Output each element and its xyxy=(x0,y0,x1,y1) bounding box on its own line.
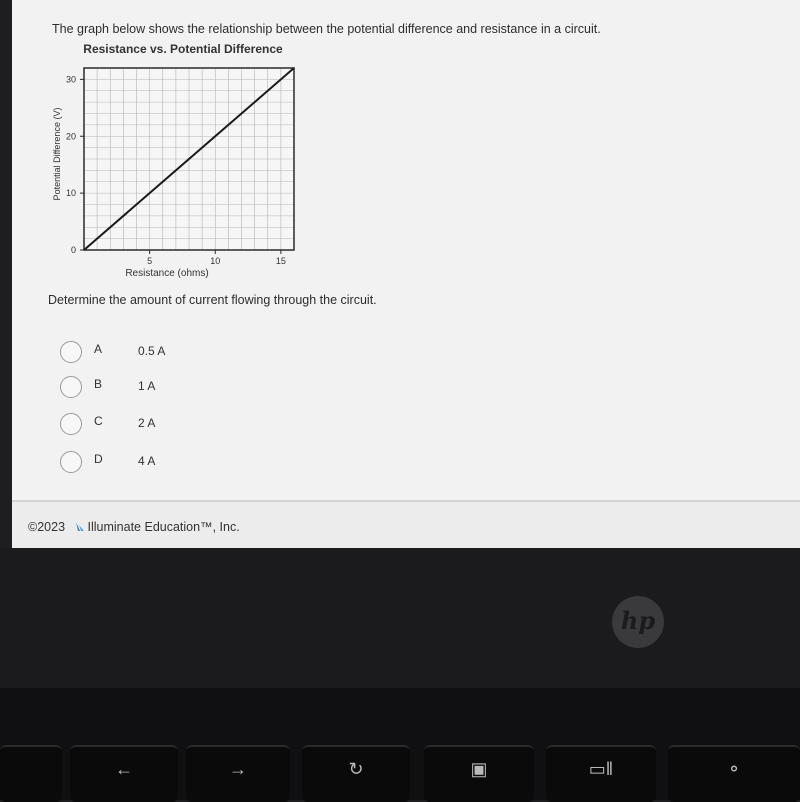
option-c-value: 2 A xyxy=(138,416,156,430)
y-tick-label: 20 xyxy=(65,131,76,142)
illuminate-logo-icon xyxy=(75,520,85,535)
chart-title: Resistance vs. Potential Difference xyxy=(83,42,283,56)
option-b-value: 1 A xyxy=(138,379,156,393)
resistance-voltage-chart xyxy=(40,38,310,283)
arrow-right-icon: → xyxy=(229,759,247,779)
window-overview-icon: ▭‖ xyxy=(588,759,614,779)
x-tick-label: 15 xyxy=(275,256,286,266)
brand-text: Illuminate Education™, Inc. xyxy=(87,520,240,534)
option-c-radio[interactable] xyxy=(60,413,82,435)
option-d[interactable] xyxy=(60,451,220,475)
arrow-left-icon: ← xyxy=(115,759,133,779)
y-tick-label: 30 xyxy=(65,74,76,85)
question-text: The graph below shows the relationship between the potential difference and resistance in a circuit. xyxy=(52,22,601,36)
option-b-radio[interactable] xyxy=(60,376,82,398)
laptop-bezel xyxy=(0,548,800,688)
x-tick-label: 10 xyxy=(210,256,221,266)
refresh-key[interactable] xyxy=(302,745,410,802)
y-tick-label: 10 xyxy=(65,188,76,199)
y-tick-label: 0 xyxy=(70,245,76,255)
footer xyxy=(28,520,240,535)
fullscreen-key[interactable] xyxy=(424,745,534,802)
back-key[interactable] xyxy=(70,745,178,802)
y-axis-label: Potential Difference (V) xyxy=(52,107,62,201)
overview-key[interactable] xyxy=(546,745,656,802)
option-a-letter: A xyxy=(94,342,103,356)
option-a-radio[interactable] xyxy=(60,341,82,363)
brightness-icon: ⚬ xyxy=(726,759,742,779)
option-c-letter: C xyxy=(94,414,103,428)
option-d-radio[interactable] xyxy=(60,451,82,473)
option-b-letter: B xyxy=(94,377,103,391)
brightness-key[interactable] xyxy=(668,745,800,802)
option-c[interactable] xyxy=(60,413,220,437)
x-tick-label: 5 xyxy=(147,256,153,266)
option-b[interactable] xyxy=(60,376,220,400)
copyright-text: ©2023 xyxy=(28,520,66,534)
key-escape[interactable] xyxy=(0,745,62,802)
forward-key[interactable] xyxy=(186,745,290,802)
x-axis-label: Resistance (ohms) xyxy=(125,268,209,279)
refresh-icon: ↻ xyxy=(348,759,364,779)
option-d-letter: D xyxy=(94,452,103,466)
question-prompt: Determine the amount of current flowing through the circuit. xyxy=(48,293,377,307)
option-d-value: 4 A xyxy=(138,454,156,468)
option-a-value: 0.5 A xyxy=(138,344,166,358)
hp-logo-icon: hp xyxy=(612,596,664,648)
option-a[interactable] xyxy=(60,341,220,365)
fullscreen-icon: ▣ xyxy=(470,759,488,779)
